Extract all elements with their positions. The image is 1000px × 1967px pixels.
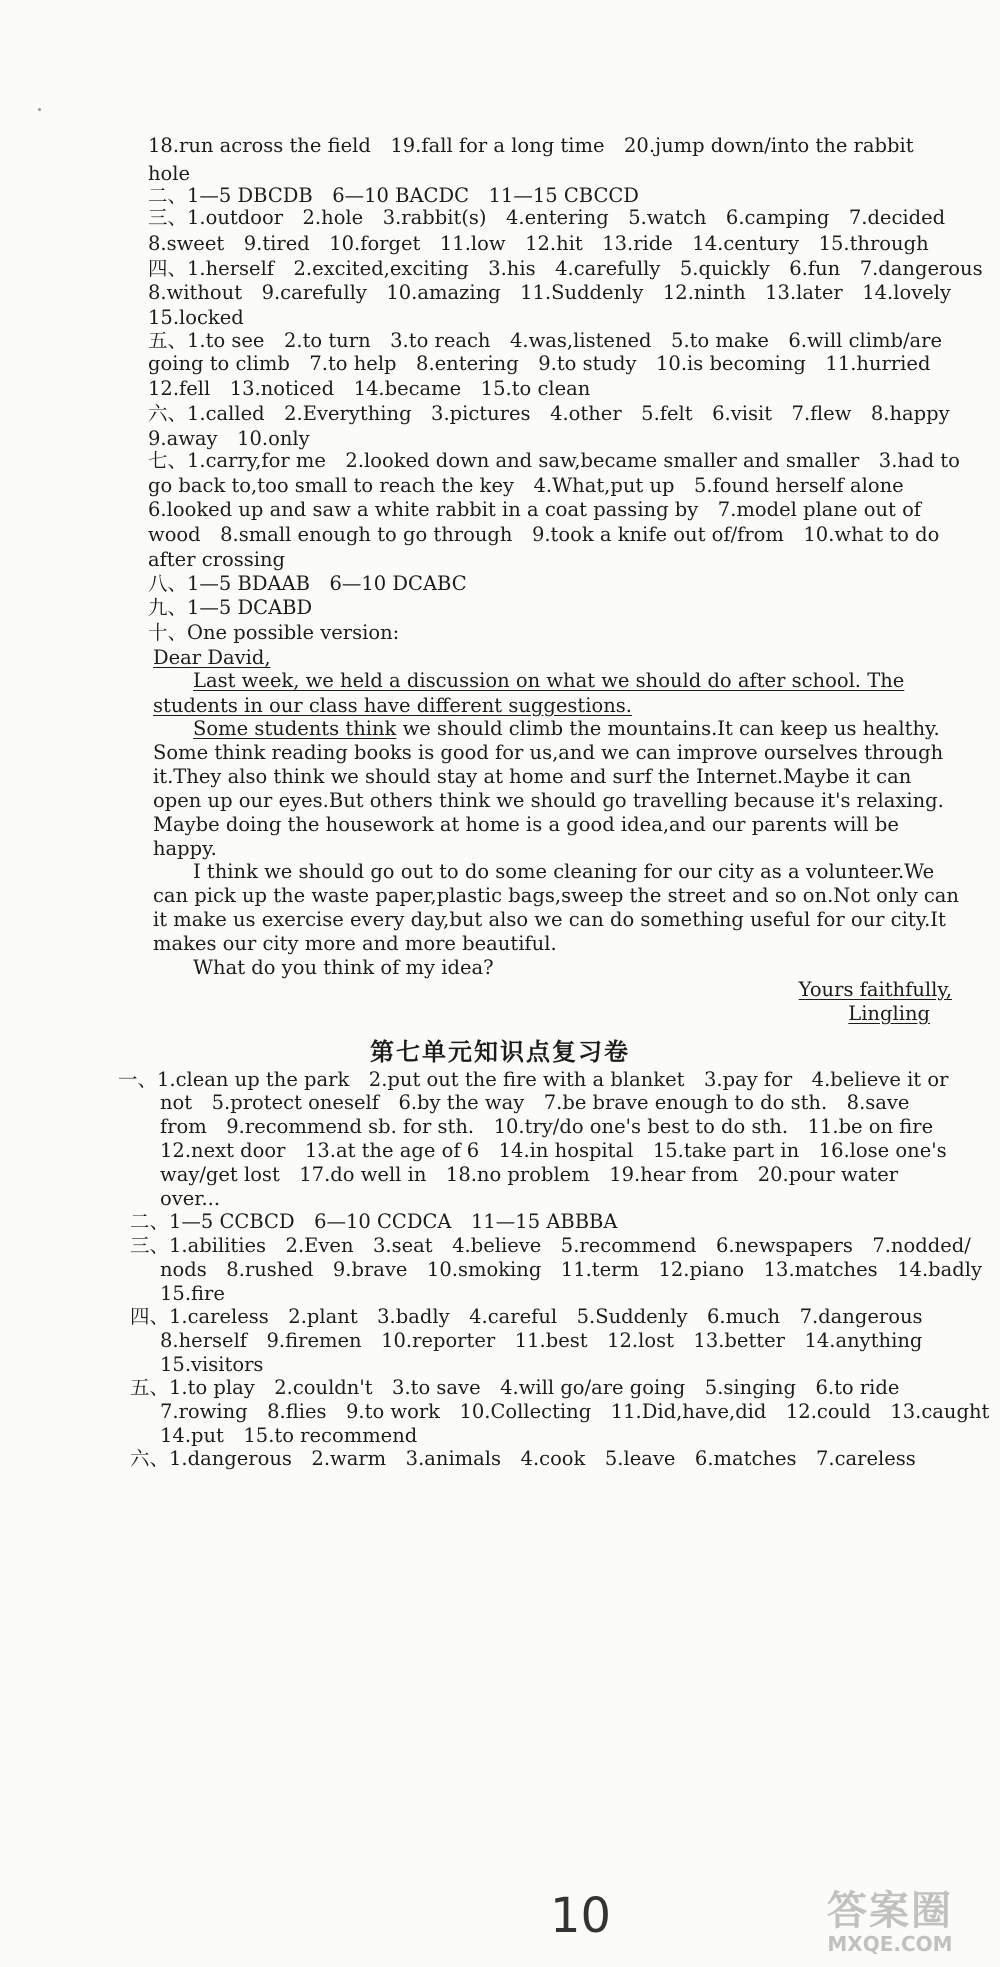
letter-salutation: Dear David, [153,646,271,669]
letter-line: students in our class have different suggestions. [153,694,632,717]
letter-closing: Yours faithfully, [798,978,952,1001]
watermark-chars: 答案圈 [827,1888,953,1934]
answer-line: 9.away 10.only [148,427,310,450]
answer-line: wood 8.small enough to go through 9.took a knife out of/from 10.what to do [148,523,940,546]
section-title: 第七单元知识点复习卷 [370,1038,630,1066]
letter-line: Last week, we held a discussion on what we should do after school. The [193,669,905,692]
answer-line: 8.herself 9.firemen 10.reporter 11.best 12.lost 13.better 14.anything [160,1329,923,1352]
answer-line: 五、1.to see 2.to turn 3.to reach 4.was,listened 5.to make 6.will climb/are [148,329,943,352]
letter-signature: Lingling [848,1002,930,1025]
answer-line: from 9.recommend sb. for sth. 10.try/do one's best to do sth. 11.be on fire [160,1115,934,1138]
answer-line: 二、1—5 CCBCD 6—10 CCDCA 11—15 ABBBA [130,1210,618,1233]
letter-line: it make us exercise every day,but also we can do something useful for our city.It [153,908,946,931]
answer-line: 六、1.dangerous 2.warm 3.animals 4.cook 5.leave 6.matches 7.careless [130,1447,916,1470]
scan-speck [38,108,41,111]
watermark-logo [790,1889,990,1959]
letter-topic-phrase: Some students think [193,717,397,740]
letter-line: Maybe doing the housework at home is a good idea,and our parents will be [153,813,899,836]
letter-line: happy. [153,837,217,860]
answer-line: 四、1.herself 2.excited,exciting 3.his 4.carefully 5.quickly 6.fun 7.dangerous [148,257,983,280]
answer-line: 12.next door 13.at the age of 6 14.in hospital 15.take part in 16.lose one's [160,1139,947,1162]
answer-line: 十、One possible version: [148,621,400,644]
answer-line: after crossing [148,548,286,571]
letter-line: it.They also think we should stay at home and surf the Internet.Maybe it can [153,765,912,788]
answer-line: over... [160,1187,221,1210]
answer-line: 18.run across the field 19.fall for a long time 20.jump down/into the rabbit [148,134,914,157]
answer-line: 7.rowing 8.flies 9.to work 10.Collecting 11.Did,have,did 12.could 13.caught [160,1400,990,1423]
answer-line: way/get lost 17.do well in 18.no problem 19.hear from 20.pour water [160,1163,899,1186]
answer-line: 四、1.careless 2.plant 3.badly 4.careful 5.Suddenly 6.much 7.dangerous [130,1305,923,1328]
answer-line: 15.locked [148,306,244,329]
watermark-url: MXQE.COM [827,1932,953,1956]
answer-line: not 5.protect oneself 6.by the way 7.be brave enough to do sth. 8.save [160,1091,910,1114]
answer-line: 8.sweet 9.tired 10.forget 11.low 12.hit 13.ride 14.century 15.through [148,232,929,255]
answer-line: 8.without 9.carefully 10.amazing 11.Suddenly 12.ninth 13.later 14.lovely [148,281,952,304]
answer-line: 三、1.outdoor 2.hole 3.rabbit(s) 4.entering 5.watch 6.camping 7.decided [148,206,946,229]
answer-line: 五、1.to play 2.couldn't 3.to save 4.will go/are going 5.singing 6.to ride [130,1376,900,1399]
answer-line: 八、1—5 BDAAB 6—10 DCABC [148,572,467,595]
answer-line: 6.looked up and saw a white rabbit in a coat passing by 7.model plane out of [148,498,922,521]
answer-line: 一、1.clean up the park 2.put out the fire with a blanket 3.pay for 4.believe it or [118,1068,949,1091]
answer-line: 14.put 15.to recommend [160,1424,418,1447]
letter-line: What do you think of my idea? [193,956,494,979]
answer-line: 二、1—5 DBCDB 6—10 BACDC 11—15 CBCCD [148,184,639,207]
answer-line: 15.visitors [160,1353,264,1376]
answer-line: nods 8.rushed 9.brave 10.smoking 11.term 12.piano 13.matches 14.badly [160,1258,982,1281]
answer-line: 15.fire [160,1282,225,1305]
letter-line: Some think reading books is good for us,and we can improve ourselves through [153,741,944,764]
letter-line: open up our eyes.But others think we should go travelling because it's relaxing. [153,789,944,812]
letter-line: can pick up the waste paper,plastic bags,sweep the street and so on.Not only can [153,884,959,907]
page-number: 10 [550,1888,612,1944]
answer-line: 九、1—5 DCABD [148,596,313,619]
letter-line: makes our city more and more beautiful. [153,932,557,955]
answer-line: 七、1.carry,for me 2.looked down and saw,became smaller and smaller 3.had to [148,449,960,472]
answer-line: hole [148,162,191,185]
answer-line: go back to,too small to reach the key 4.What,put up 5.found herself alone [148,474,904,497]
answer-line: 六、1.called 2.Everything 3.pictures 4.other 5.felt 6.visit 7.flew 8.happy [148,402,950,425]
answer-line: 12.fell 13.noticed 14.became 15.to clean [148,377,591,400]
letter-line: I think we should go out to do some cleaning for our city as a volunteer.We [193,860,935,883]
letter-text: we should climb the mountains.It can keep us healthy. [396,717,940,740]
answer-line: going to climb 7.to help 8.entering 9.to study 10.is becoming 11.hurried [148,352,931,375]
answer-line: 三、1.abilities 2.Even 3.seat 4.believe 5.recommend 6.newspapers 7.nodded/ [130,1234,971,1257]
